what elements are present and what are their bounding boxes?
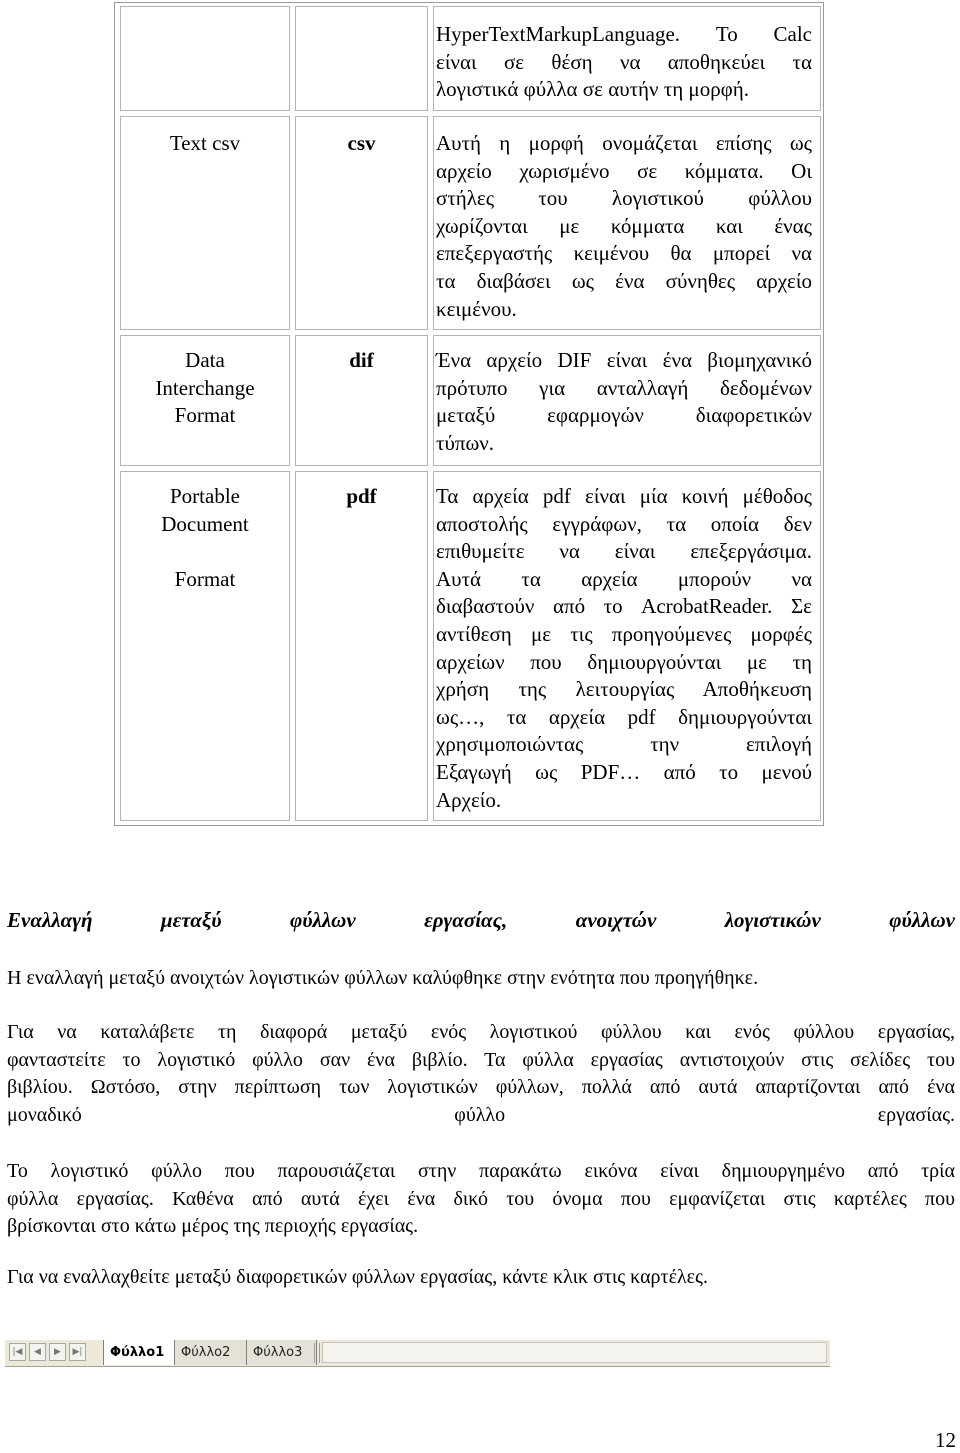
table-cell-extension xyxy=(295,471,428,821)
first-sheet-icon[interactable]: |◀ xyxy=(9,1343,26,1361)
text-line: αντίθεση με τις προηγούμενες μορφές xyxy=(436,621,812,646)
table-cell-extension xyxy=(295,335,428,466)
text-line: βρίσκονται στο κάτω μέρος της περιοχής εργασίας. xyxy=(7,1215,419,1238)
text-line: αρχείων που δημιουργούνται με τη xyxy=(436,649,812,674)
text-line: μεταξύ εφαρμογών διαφορετικών xyxy=(436,403,812,428)
heading-word: φύλλων xyxy=(889,908,955,932)
sheet-tab-bar xyxy=(5,1340,830,1367)
text-line: Αρχείο. xyxy=(436,787,502,812)
format-name: Text csv xyxy=(169,131,241,155)
text-line: Τα αρχεία pdf είναι μία κοινή μέθοδος xyxy=(436,484,812,508)
text-line: Ένα αρχείο DIF είναι ένα βιομηχανικό xyxy=(436,348,812,372)
format-extension: pdf xyxy=(346,484,377,508)
text-line: λογιστικά φύλλα σε αυτήν τη μορφή. xyxy=(436,77,750,102)
sheet-tab[interactable]: Φύλλο1 xyxy=(103,1340,175,1365)
text-line: διαβαστούν από το AcrobatReader. Σε xyxy=(436,594,812,619)
text-line: κειμένου. xyxy=(436,296,517,321)
sheet-tab[interactable]: Φύλλο3 xyxy=(247,1340,317,1365)
paragraph-intro xyxy=(7,965,955,993)
text-line: στήλες του λογιστικού φύλλου xyxy=(436,186,812,211)
table-cell-extension xyxy=(295,116,428,330)
text-line: Αυτά τα αρχεία μπορούν να xyxy=(436,566,812,591)
table-cell-extension xyxy=(295,6,428,111)
text-line: τα διαβάσει ως ένα σύνηθες αρχείο xyxy=(436,268,812,293)
text-line: ως…, τα αρχεία pdf δημιουργούνται xyxy=(436,704,812,729)
text-line: πρότυπο για ανταλλαγή δεδομένων xyxy=(436,375,812,400)
text-line: επεξεργαστής κειμένου θα μπορεί να xyxy=(436,241,812,266)
prev-sheet-icon[interactable]: ◀ xyxy=(29,1343,46,1361)
text-line: αποστολής εγγράφων, τα οποία δεν xyxy=(436,511,812,536)
file-format-table xyxy=(114,2,824,826)
page-number: 12 xyxy=(935,1428,956,1452)
text-line: είναι σε θέση να αποθηκεύει τα xyxy=(436,49,812,74)
table-cell-name xyxy=(120,471,290,821)
paragraph-click-tabs xyxy=(7,1264,955,1292)
format-extension: dif xyxy=(349,348,374,372)
text-line: φύλλα εργασίας. Καθένα από αυτά έχει ένα δικό του όνομα που εμφανίζεται στις καρτέλες που xyxy=(7,1187,955,1210)
section-heading xyxy=(7,908,955,933)
heading-word: λογιστικών xyxy=(724,908,821,932)
heading-word: ανοιχτών xyxy=(575,908,657,932)
format-name-line: Data xyxy=(185,348,225,372)
heading-word: εργασίας, xyxy=(424,908,508,932)
text-line: αρχείο χωρισμένο σε κόμματα. Οι xyxy=(436,158,812,183)
text-line: φανταστείτε το λογιστικό φύλλο σαν ένα βιβλίο. Τα φύλλα εργασίας αντιστοιχούν στις σελίδες του xyxy=(7,1048,955,1071)
text-line: HyperTextMarkupLanguage. Το Calc xyxy=(436,22,812,46)
text-line: τύπων. xyxy=(436,430,495,455)
text-line: βιβλίου. Ωστόσο, στην περίπτωση των λογιστικών φύλλων, πολλά από αυτά απαρτίζονται από ένα xyxy=(7,1076,955,1099)
text-line: Για να καταλάβετε τη διαφορά μεταξύ ενός λογιστικού φύλλου και ενός φύλλου εργασίας, xyxy=(7,1021,955,1043)
format-name-line: Format xyxy=(174,566,236,591)
table-cell-description xyxy=(433,335,821,466)
next-sheet-icon[interactable]: ▶ xyxy=(49,1343,66,1361)
text-line: χρησιμοποιώντας την επιλογή xyxy=(436,732,812,757)
format-extension: csv xyxy=(347,131,376,155)
format-name-line: Interchange xyxy=(155,375,255,400)
paragraph-text: Η εναλλαγή μεταξύ ανοιχτών λογιστικών φύλλων καλύφθηκε στην ενότητα που προηγήθηκε. xyxy=(7,967,759,989)
text-line: Αυτή η μορφή ονομάζεται επίσης ως xyxy=(436,131,812,155)
format-name-line xyxy=(121,538,289,566)
text-line: Το λογιστικό φύλλο που παρουσιάζεται στην παρακάτω εικόνα είναι δημιουργημένο από τρία xyxy=(7,1160,955,1182)
paragraph-workbook-analogy xyxy=(7,1019,955,1130)
format-name-line: Document xyxy=(161,511,249,536)
format-name-line: Portable xyxy=(170,484,240,508)
paragraph-text: Για να εναλλαχθείτε μεταξύ διαφορετικών φύλλων εργασίας, κάντε κλικ στις καρτέλες. xyxy=(7,1266,708,1288)
heading-word: μεταξύ xyxy=(160,908,222,932)
format-name-line: Format xyxy=(174,403,236,428)
text-line: χωρίζονται με κόμματα και ένας xyxy=(436,213,812,238)
heading-word: Εναλλαγή xyxy=(7,908,93,932)
last-sheet-icon[interactable]: ▶| xyxy=(69,1343,86,1361)
table-cell-name xyxy=(120,335,290,466)
text-line: Εξαγωγή ως PDF… από το μενού xyxy=(436,759,812,784)
table-cell-name xyxy=(120,116,290,330)
sheet-tab[interactable]: Φύλλο2 xyxy=(175,1340,247,1365)
paragraph-three-sheets xyxy=(7,1158,955,1241)
text-line: χρήση της λειτουργίας Αποθήκευση xyxy=(436,677,812,702)
table-cell-name xyxy=(120,6,290,111)
horizontal-scrollbar[interactable] xyxy=(322,1342,827,1363)
table-cell-description xyxy=(433,471,821,821)
tab-splitter-handle[interactable] xyxy=(314,1343,320,1363)
text-line: μοναδικό φύλλο εργασίας. xyxy=(7,1104,955,1127)
table-cell-description xyxy=(433,116,821,330)
text-line: επιθυμείτε να είναι επεξεργάσιμα. xyxy=(436,539,812,564)
table-cell-description xyxy=(433,6,821,111)
heading-word: φύλλων xyxy=(289,908,356,932)
